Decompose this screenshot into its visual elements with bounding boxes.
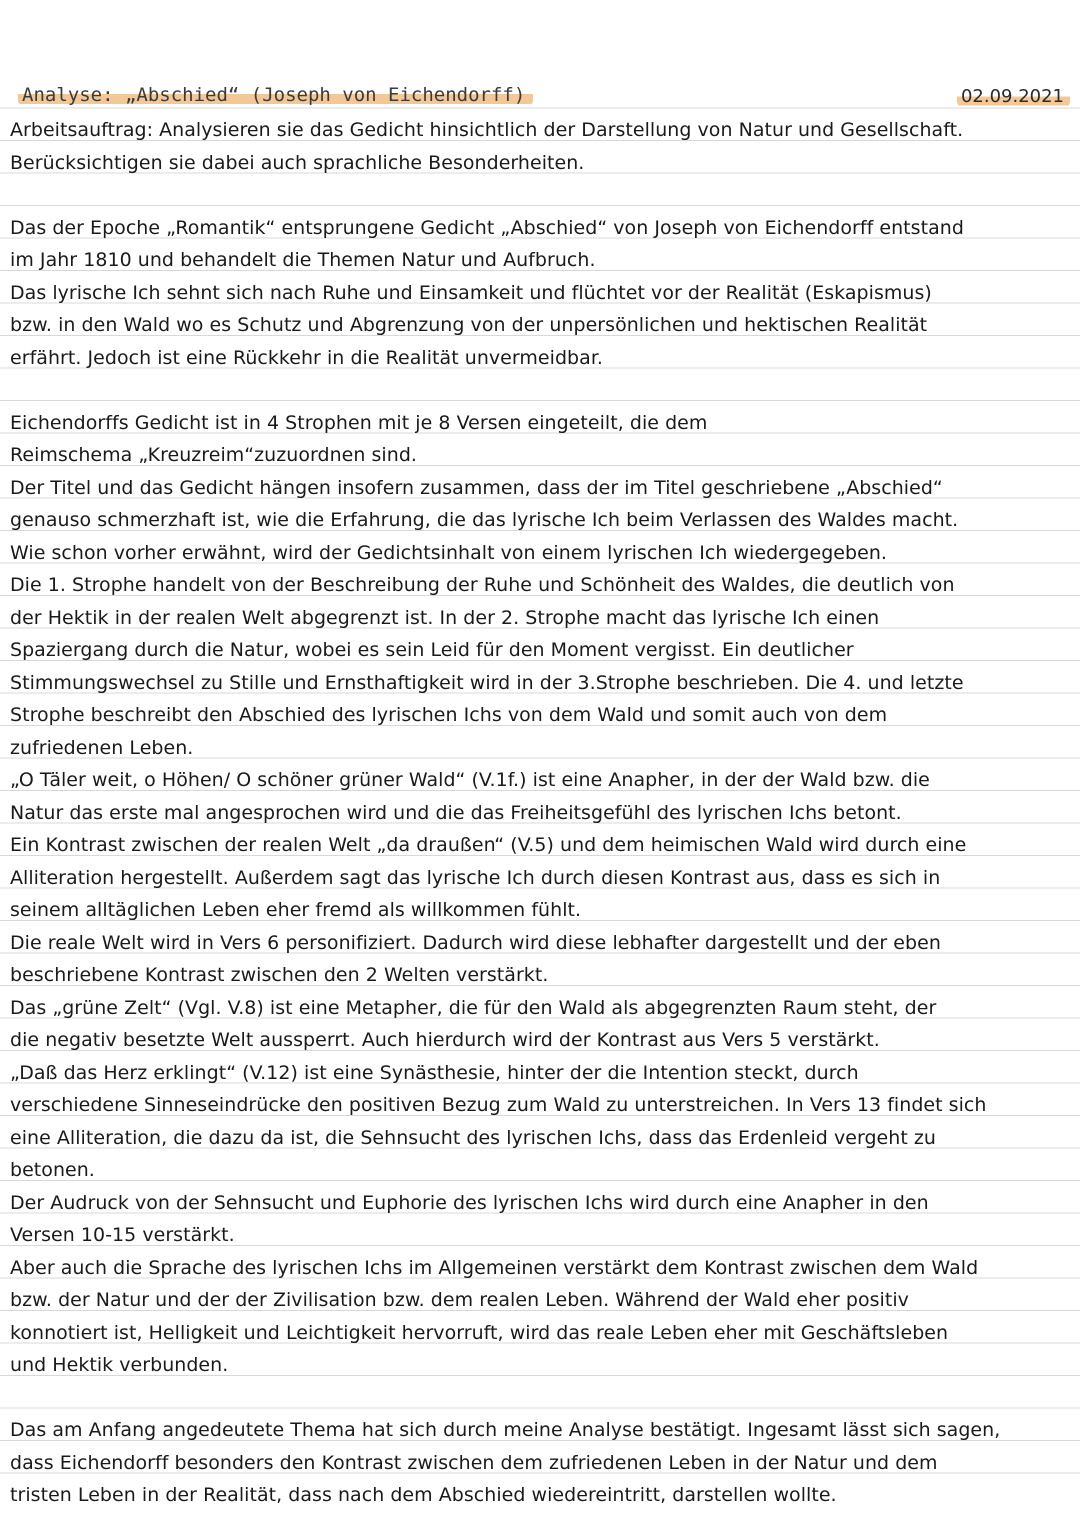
main-line: Der Titel und das Gedicht hängen insofern zusammen, dass der im Titel geschriebene „Abschied“ — [10, 476, 943, 499]
main-line: und Hektik verbunden. — [10, 1354, 229, 1376]
main-line: bzw. der Natur und der der Zivilisation bzw. dem realen Leben. Während der Wald eher positiv — [10, 1289, 909, 1311]
main-line: der Hektik in der realen Welt abgegrenzt ist. In der 2. Strophe macht das lyrische Ich einen — [10, 606, 880, 629]
main-line: seinem alltäglichen Leben eher fremd als willkommen fühlt. — [10, 899, 582, 921]
main-line: beschriebene Kontrast zwischen den 2 Welten verstärkt. — [10, 964, 549, 986]
paragraph-gap — [10, 1382, 1074, 1415]
main-line: Die 1. Strophe handelt von der Beschreibung der Ruhe und Schönheit des Waldes, die deutlich von — [10, 574, 955, 596]
main-line: konnotiert ist, Helligkeit und Leichtigkeit hervorruft, wird das reale Leben eher mit Geschäftsleben — [10, 1321, 949, 1344]
conclusion-line: tristen Leben in der Realität, dass nach dem Abschied wiedereintritt, darstellen wollte. — [10, 1484, 837, 1506]
task-line: Arbeitsauftrag: Analysieren sie das Gedicht hinsichtlich der Darstellung von Natur und Gesellschaft. — [10, 119, 964, 141]
main-line: Wie schon vorher erwähnt, wird der Gedichtsinhalt von einem lyrischen Ich wiedergegeben. — [10, 541, 887, 564]
conclusion-line: Das am Anfang angedeutete Thema hat sich durch meine Analyse bestätigt. Ingesamt lässt sich sagen, — [10, 1419, 1001, 1441]
main-line: Ein Kontrast zwischen der realen Welt „da draußen“ (V.5) und dem heimischen Wald wird durch eine — [10, 834, 967, 856]
main-line: „O Täler weit, o Höhen/ O schöner grüner Wald“ (V.1f.) ist eine Anapher, in der der Wald bzw. die — [10, 769, 930, 791]
main-line: Reimschema „Kreuzreim“zuzuordnen sind. — [10, 444, 417, 466]
main-line: die negativ besetzte Welt aussperrt. Auch hierdurch wird der Kontrast aus Vers 5 verstärkt. — [10, 1029, 880, 1051]
document-date: 02.09.2021 — [957, 86, 1070, 107]
main-line: Versen 10-15 verstärkt. — [10, 1224, 235, 1246]
paragraph-gap — [10, 374, 1074, 407]
main-line: betonen. — [10, 1159, 95, 1181]
document-body — [10, 114, 1074, 1512]
main-line: „Daß das Herz erklingt“ (V.12) ist eine Synästhesie, hinter der die Intention steckt, durch — [10, 1061, 859, 1084]
main-line: Das „grüne Zelt“ (Vgl. V.8) ist eine Metapher, die für den Wald als abgegrenzten Raum steht, der — [10, 996, 937, 1019]
main-line: Stimmungswechsel zu Stille und Ernsthaftigkeit wird in der 3.Strophe beschrieben. Die 4. und letzte — [10, 671, 964, 694]
main-line: Die reale Welt wird in Vers 6 personifiziert. Dadurch wird diese lebhafter dargestellt und der eben — [10, 931, 941, 954]
task-line: Berücksichtigen sie dabei auch sprachliche Besonderheiten. — [10, 151, 585, 174]
intro-line: Das der Epoche „Romantik“ entsprungene Gedicht „Abschied“ von Joseph von Eichendorff entstand — [10, 216, 964, 239]
main-line: Strophe beschreibt den Abschied des lyrischen Ichs von dem Wald und somit auch von dem — [10, 704, 888, 726]
intro-line: bzw. in den Wald wo es Schutz und Abgrenzung von der unpersönlichen und hektischen Realität — [10, 314, 928, 336]
main-line: Alliteration hergestellt. Außerdem sagt das lyrische Ich durch diesen Kontrast aus, dass es sich in — [10, 866, 941, 889]
document-title: Analyse: „Abschied“ (Joseph von Eichendorff) — [18, 84, 533, 106]
intro-line: im Jahr 1810 und behandelt die Themen Natur und Aufbruch. — [10, 249, 596, 271]
main-line: Aber auch die Sprache des lyrischen Ichs im Allgemeinen verstärkt dem Kontrast zwischen dem Wald — [10, 1256, 979, 1279]
main-line: eine Alliteration, die dazu da ist, die Sehnsucht des lyrischen Ichs, dass das Erdenleid vergeht zu — [10, 1126, 936, 1149]
intro-line: erfährt. Jedoch ist eine Rückkehr in die Realität unvermeidbar. — [10, 346, 604, 369]
main-line: Eichendorffs Gedicht ist in 4 Strophen mit je 8 Versen eingeteilt, die dem — [10, 411, 708, 434]
paragraph-gap — [10, 179, 1074, 212]
intro-line: Das lyrische Ich sehnt sich nach Ruhe und Einsamkeit und flüchtet vor der Realität (Eskapismus) — [10, 281, 932, 304]
main-line: Spaziergang durch die Natur, wobei es sein Leid für den Moment vergisst. Ein deutlicher — [10, 639, 854, 661]
header — [14, 82, 1070, 112]
main-line: genauso schmerzhaft ist, wie die Erfahrung, die das lyrische Ich beim Verlassen des Waldes macht. — [10, 509, 959, 531]
main-line: zufriedenen Leben. — [10, 736, 194, 759]
main-line: Natur das erste mal angesprochen wird und die das Freiheitsgefühl des lyrischen Ichs betont. — [10, 801, 902, 824]
main-line: Der Audruck von der Sehnsucht und Euphorie des lyrischen Ichs wird durch eine Anapher in den — [10, 1191, 929, 1214]
conclusion-line: dass Eichendorff besonders den Kontrast zwischen dem zufriedenen Leben in der Natur und dem — [10, 1451, 938, 1474]
main-line: verschiedene Sinneseindrücke den positiven Bezug zum Wald zu unterstreichen. In Vers 13 findet sich — [10, 1094, 987, 1116]
